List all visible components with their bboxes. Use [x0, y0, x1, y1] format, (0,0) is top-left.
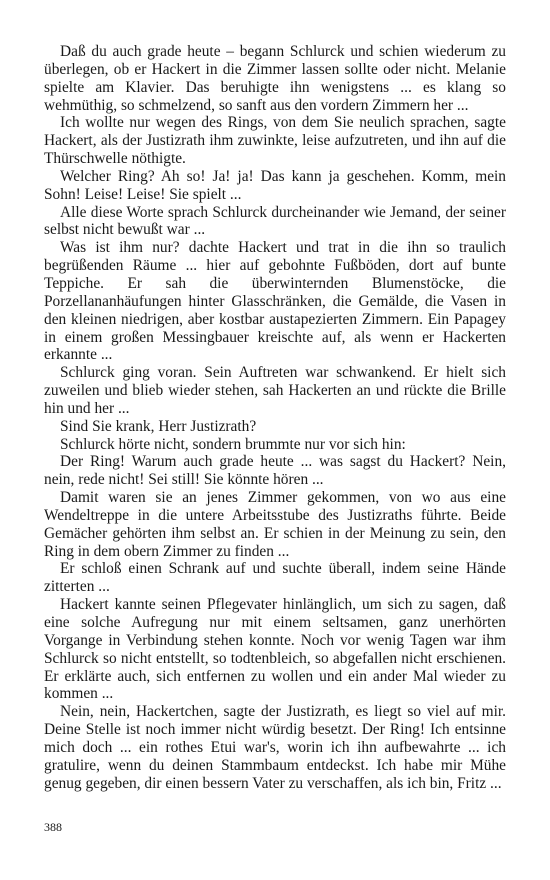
paragraph-3: Welcher Ring? Ah so! Ja! ja! Das kann ja geschehen. Komm, mein Sohn! Leise! Leise! Sie spielt ... [44, 167, 506, 203]
page-number: 388 [44, 820, 62, 834]
paragraph-5: Was ist ihm nur? dachte Hackert und trat in die ihn so traulich begrüßenden Räume ... hier auf gebohnte Fußböden, dort auf bunte Teppiche. Er sah die überwinternden Blumenstöcke, die Porzellananhäufungen hinter Glasschränken, die Gemälde, die Vasen in den kleinen niedrigen, aber kostbar austapezierten Zimmern. Ein Papagey in einem großen Messingbauer kreischte auf, als wenn er Hackerten erkannte ... [44, 239, 506, 364]
book-page-body [44, 43, 506, 792]
paragraph-11: Er schloß einen Schrank auf und suchte überall, indem seine Hände zitterten ... [44, 560, 506, 596]
paragraph-4: Alle diese Worte sprach Schlurck durcheinander wie Jemand, der seiner selbst nicht bewußt war ... [44, 203, 506, 239]
paragraph-9: Der Ring! Warum auch grade heute ... was sagst du Hackert? Nein, nein, rede nicht! Sei still! Sie könnte hören ... [44, 453, 506, 489]
paragraph-8: Schlurck hörte nicht, sondern brummte nur vor sich hin: [60, 435, 406, 453]
paragraph-10: Damit waren sie an jenes Zimmer gekommen, von wo aus eine Wendeltreppe in die untere Arbeitsstube des Justizraths führte. Beide Gemächer gehörten ihm selbst an. Er schien in der Meinung zu sein, den Ring in dem obern Zimmer zu finden ... [44, 489, 506, 560]
paragraph-12: Hackert kannte seinen Pflegevater hinlänglich, um sich zu sagen, daß eine solche Aufregung nur mit einem seltsamen, ganz unerhörten Vorgange in Verbindung stehen konnte. Noch vor wenig Tagen war ihm Schlurck so nicht entstellt, so todtenbleich, so abgefallen nicht erschienen. Er erklärte auch, sich entfernen zu wollen und ein ander Mal wieder zu kommen ... [44, 596, 506, 703]
paragraph-7: Sind Sie krank, Herr Justizrath? [60, 417, 257, 435]
paragraph-6: Schlurck ging voran. Sein Auftreten war schwankend. Er hielt sich zuweilen und blieb wieder stehen, sah Hackerten an und rückte die Brille hin und her ... [44, 364, 506, 417]
paragraph-1: Daß du auch grade heute – begann Schlurck und schien wiederum zu überlegen, ob er Hackert in die Zimmer lassen sollte oder nicht. Melanie spielte am Klavier. Das beruhigte ihn wenigstens ... es klang so wehmüthig, so schmelzend, so sanft aus den vordern Zimmern her ... [44, 43, 506, 114]
paragraph-13: Nein, nein, Hackertchen, sagte der Justizrath, es liegt so viel auf mir. Deine Stelle ist noch immer nicht würdig besetzt. Der Ring! Ich entsinne mich doch ... ein rothes Etui war's, worin ich ihn aufbewahrte ... ich gratulire, wenn du deinen Stammbaum entdeckst. Ich habe mir Mühe genug gegeben, dir einen bessern Vater zu verschaffen, als ich bin, Fritz ... [44, 703, 506, 792]
paragraph-2: Ich wollte nur wegen des Rings, von dem Sie neulich sprachen, sagte Hackert, als der Justizrath ihm zuwinkte, leise aufzutreten, und ihn auf die Thürschwelle nöthigte. [44, 114, 506, 168]
